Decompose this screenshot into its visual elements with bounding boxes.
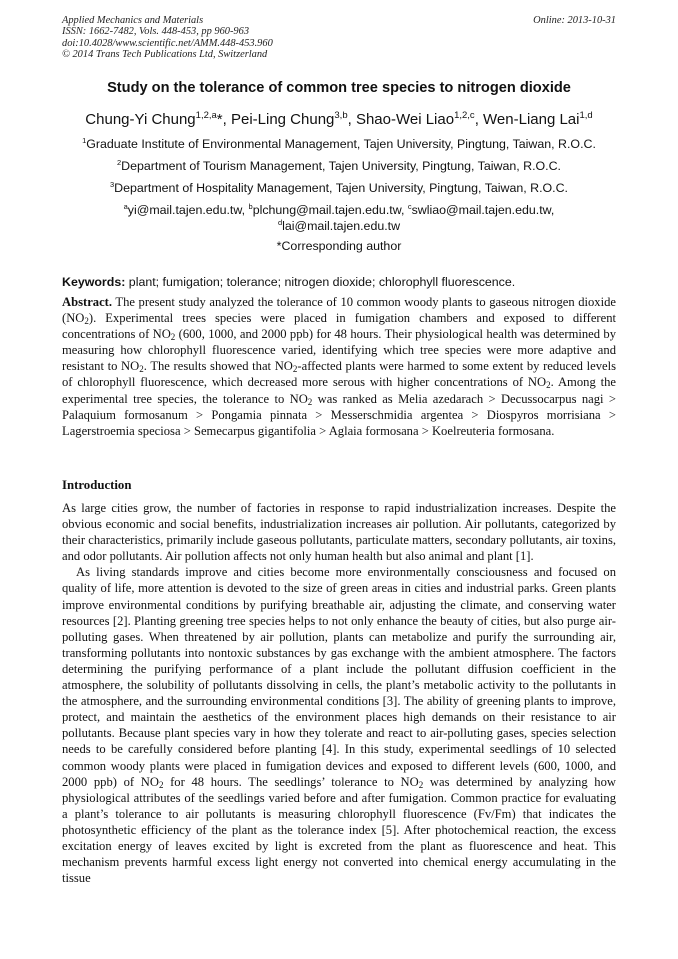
- author-sup: 1,2,a: [195, 110, 217, 121]
- email-sup: c: [407, 202, 412, 211]
- abstract-label: Abstract.: [62, 295, 113, 309]
- affiliation-text: Graduate Institute of Environmental Management, Tajen University, Pingtung, Taiwan, R.O.C.: [86, 137, 596, 151]
- email-sup: d: [277, 218, 283, 227]
- corresponding-author: *Corresponding author: [276, 239, 402, 253]
- author-separator: ,: [347, 111, 356, 128]
- author-sup: 1,2,c: [454, 110, 475, 121]
- intro-paragraph-1: As large cities grow, the number of factories in response to rapid industrialization increases. Despite the obvious economic and social benefits, industrialization increases air pollution. Air pollutants, categorized by their characteristics, primarily include gaseous pollutants, particulate matters, secondary pollutants, air toxins, and odor pollutants. Air pollution affects not only human health but also animal and plant [1].: [62, 501, 616, 564]
- journal-copyright: © 2014 Trans Tech Publications Ltd, Switzerland: [62, 49, 268, 61]
- author-name: Shao-Wei Liao: [355, 111, 455, 128]
- author-name: Chung-Yi Chung: [85, 111, 196, 128]
- affiliation-text: Department of Tourism Management, Tajen University, Pingtung, Taiwan, R.O.C.: [121, 159, 561, 173]
- abstract-text: ). Experimental trees species were placed in fumigation chambers and exposed to different concentrations of NO: [62, 311, 616, 342]
- intro-text: As living standards improve and cities become more environmentally consciousness and focused on quality of life, more attention is devoted to the size of green areas in cities and industrial parks. Green plants improve environmental conditions by purifying breathable air, adjusting the climate, and conserving water resources [2]. Planting greening tree species helps to not only enhance the beauty of cities, but also purge air-polluting gases. When threatened by air pollution, plants can metabolize and purify the surrounding air, transforming pollutants into nontoxic substances by gas exchange with the ambient atmosphere. The factors determining the purifying performance of a plant include the pollutant diffusion coefficient in the atmosphere, the solubility of pollutants dissolving in cells, the plant’s metabolic activity to the pollutants in the atmosphere, and the surrounding environmental conditions [3]. The ability of greening plants to improve, protect, and maintain the aesthetics of the environment places high demands on their resistance to air pollutants. Because plant species vary in how they tolerate and react to air-polluting gases, species selection needs to be carefully considered before planting [4]. In this study, experimental seedlings of 10 selected common woody plants were placed in fumigation devices and exposed to different levels (600, 1000, and 2000 ppb) of NO: [62, 565, 616, 789]
- intro-paragraph-2: [62, 564, 616, 886]
- abstract-text: The present study analyzed the tolerance of 10 common woody plants to gaseous nitrogen dioxide (NO: [62, 295, 616, 326]
- email-line-2: [30, 219, 648, 233]
- keywords-label: Keywords:: [62, 275, 126, 289]
- intro-text: for 48 hours. The seedlings’ tolerance to NO: [163, 774, 419, 789]
- keywords: [62, 275, 616, 289]
- email-line-1: [30, 203, 648, 217]
- intro-text: was determined by analyzing how physiological attributes of the seedlings varied before and after fumigation. Common practice for evaluating a plant’s tolerance to air pollutants is measuring chlorophyll fluorescence (Fv/Fm) that indicates the photosynthetic efficiency of the plant as the tolerance index [5]. After photochemical reaction, the excess excitation energy of leaves excited by light is excreted from the plant as fluorescence and heat. This mechanism prevents harmful excess light energy not converted into chemical energy accumulating in the tissue: [62, 774, 616, 886]
- subscript: 2: [158, 779, 164, 790]
- email-address: plchung@mail.tajen.edu.tw,: [252, 203, 408, 217]
- subscript: 2: [170, 332, 176, 343]
- journal-issn: ISSN: 1662-7482, Vols. 448-453, pp 960-963: [62, 26, 250, 38]
- email-address: swliao@mail.tajen.edu.tw,: [411, 203, 555, 217]
- affiliation-sup: 1: [82, 136, 87, 145]
- abstract-text: -affected plants were harmed to some extent by reduced levels of chlorophyll fluorescence, which decreased more serous with higher concentrations of NO: [62, 359, 616, 390]
- affiliation-3: [30, 181, 648, 195]
- subscript: 2: [307, 396, 313, 407]
- author-separator: ,: [474, 111, 484, 128]
- email-sup: a: [123, 202, 128, 211]
- section-heading-introduction: Introduction: [62, 478, 132, 492]
- abstract-text: . The results showed that NO: [143, 359, 293, 374]
- paper-title: Study on the tolerance of common tree species to nitrogen dioxide: [107, 80, 571, 96]
- affiliation-sup: 2: [116, 158, 122, 167]
- author-separator: *,: [216, 111, 231, 128]
- subscript: 2: [84, 316, 89, 327]
- author-sup: 3,b: [334, 110, 348, 121]
- abstract-text: . Among the experimental tree species, the tolerance to NO: [62, 375, 616, 406]
- email-address: lai@mail.tajen.edu.tw: [282, 219, 401, 233]
- subscript: 2: [546, 380, 551, 391]
- journal-name: Applied Mechanics and Materials: [62, 15, 204, 26]
- subscript: 2: [418, 779, 424, 790]
- author-name: Pei-Ling Chung: [230, 111, 335, 128]
- author-list: [30, 111, 648, 128]
- affiliation-1: [30, 137, 648, 151]
- online-date: Online: 2013-10-31: [533, 15, 616, 26]
- abstract-text: was ranked as Melia azedarach > Decussocarpus nagi > Palaquium formosanum > Pongamia pinnata > Messerschmidia argentea > Diospyros morrisiana > Lagerstroemia speciosa > Semecarpus gigantifolia > Aglaia formosana > Koelreuteria formosana.: [62, 391, 616, 438]
- introduction-body: [62, 500, 616, 886]
- affiliation-text: Department of Hospitality Management, Tajen University, Pingtung, Taiwan, R.O.C.: [114, 181, 569, 195]
- email-address: yi@mail.tajen.edu.tw,: [127, 203, 249, 217]
- author-sup: 1,d: [579, 110, 593, 121]
- affiliation-2: [30, 159, 648, 173]
- journal-header: [62, 15, 273, 61]
- subscript: 2: [292, 364, 298, 375]
- keywords-text: plant; fumigation; tolerance; nitrogen dioxide; chlorophyll fluorescence.: [125, 275, 516, 289]
- email-sup: b: [248, 202, 253, 211]
- subscript: 2: [139, 364, 144, 375]
- abstract: [62, 294, 616, 439]
- author-name: Wen-Liang Lai: [483, 111, 580, 128]
- abstract-text: (600, 1000, and 2000 ppb) for 48 hours. Their physiological health was determined by measuring how chlorophyll fluorescence varied, identifying which tree species were more adaptive and resistant to NO: [62, 327, 616, 374]
- journal-doi: doi:10.4028/www.scientific.net/AMM.448-453.960: [62, 37, 273, 49]
- affiliation-sup: 3: [109, 180, 115, 189]
